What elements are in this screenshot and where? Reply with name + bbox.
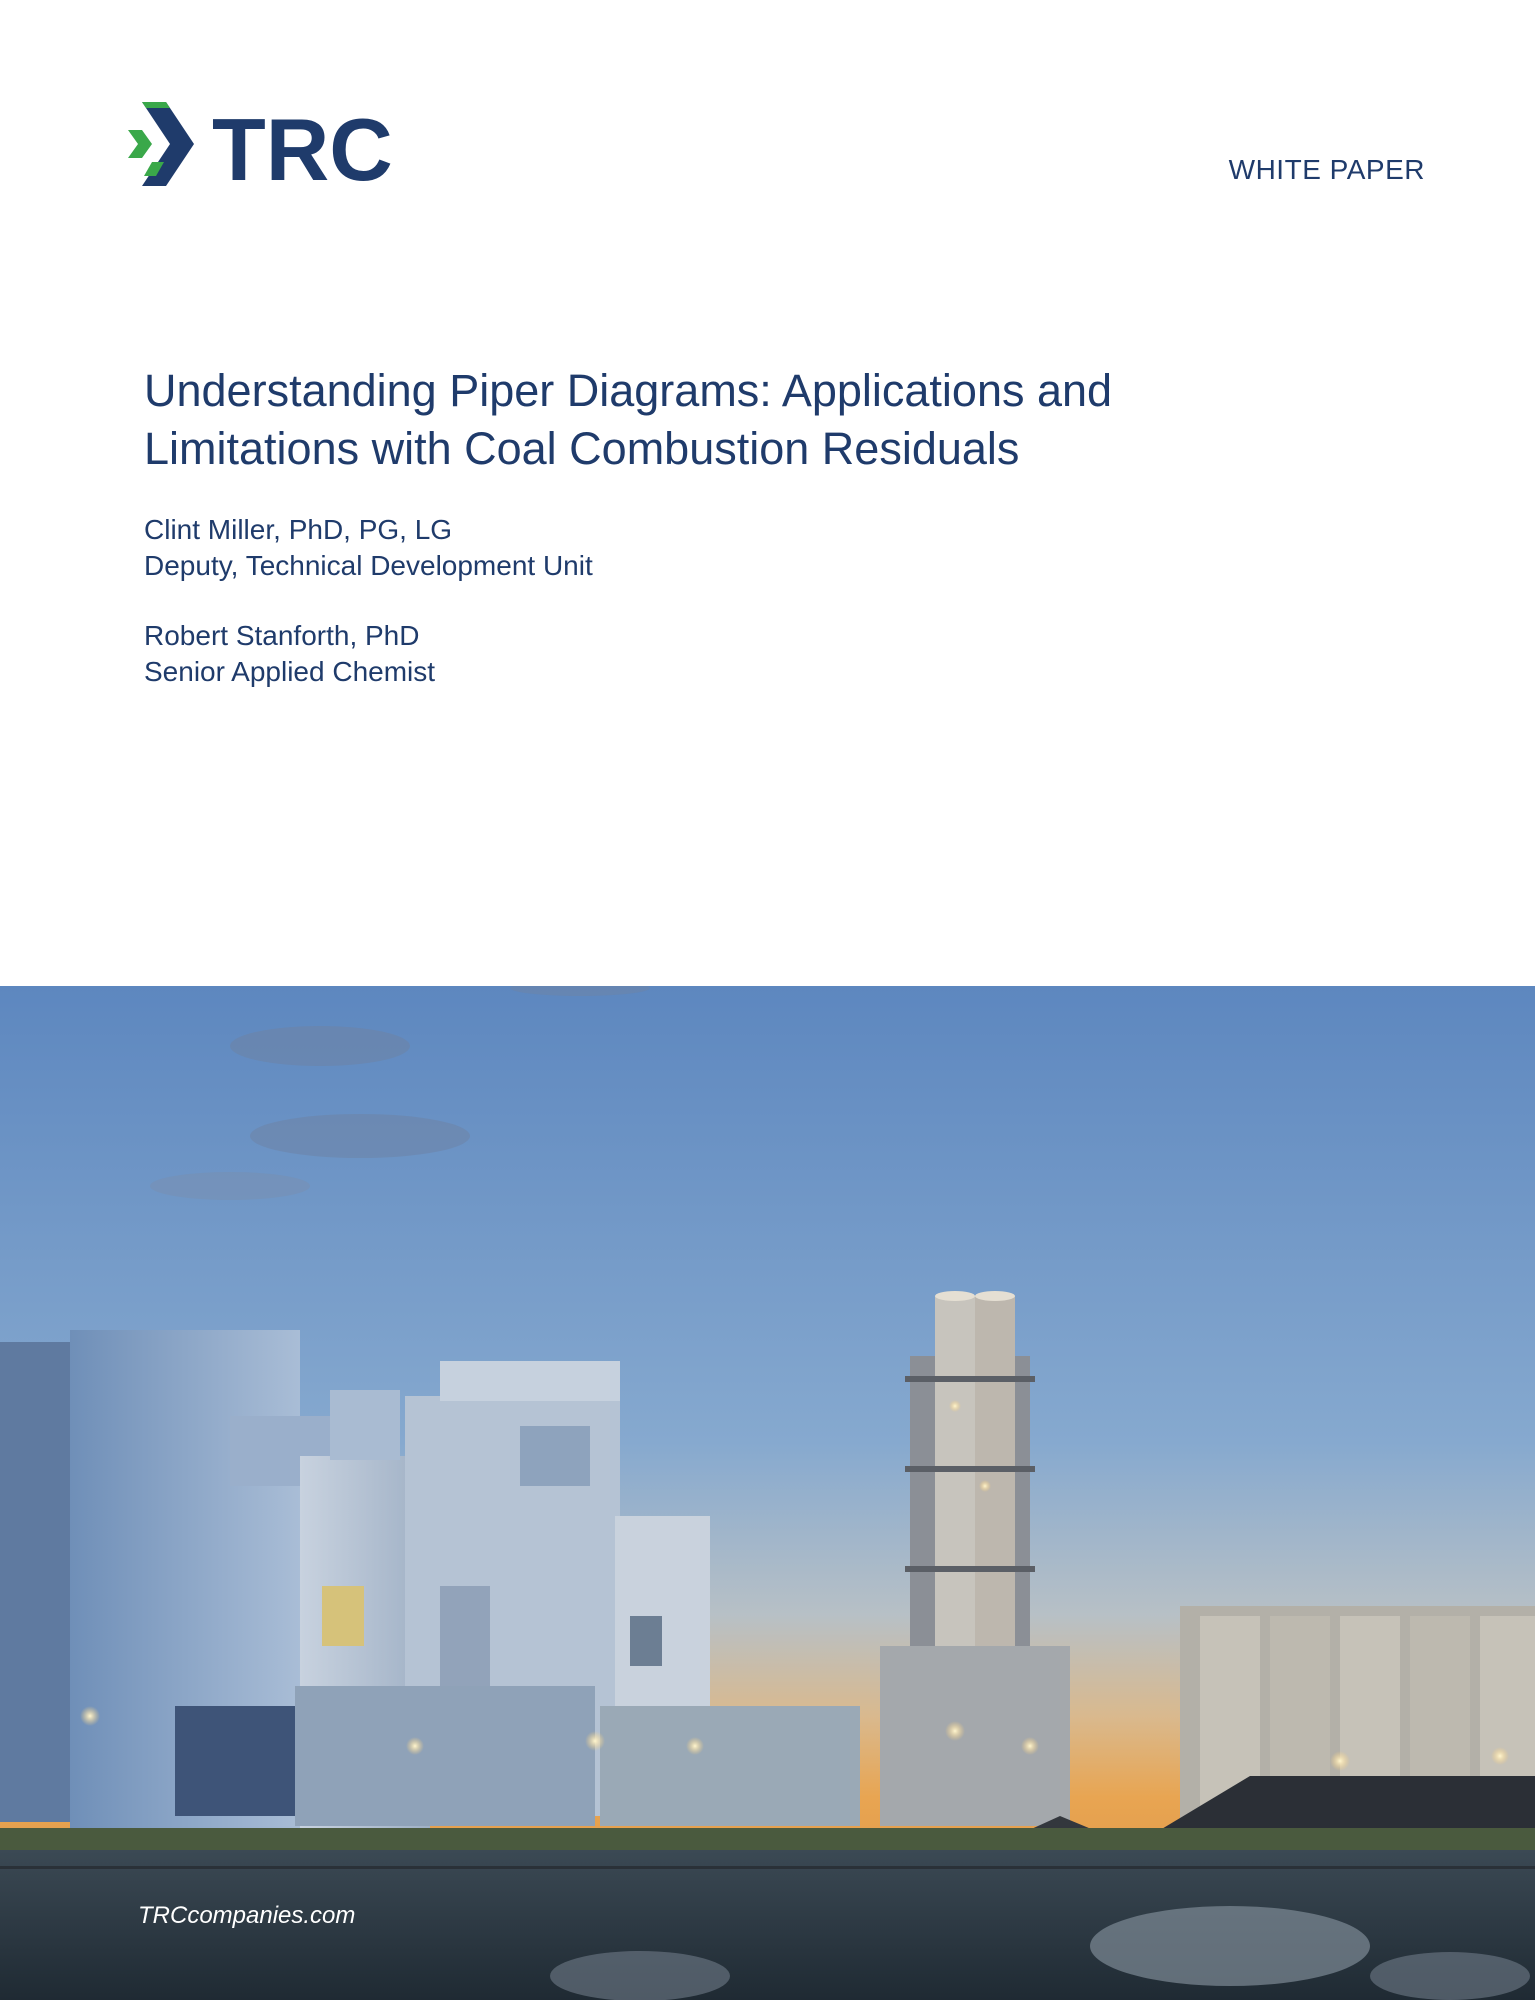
title-line-1: Understanding Piper Diagrams: Applications and: [144, 365, 1113, 416]
document-title: [144, 362, 1344, 478]
trc-logo: [124, 100, 424, 190]
author-name: Clint Miller, PhD, PG, LG: [144, 514, 453, 545]
author-block: [144, 512, 593, 584]
company-website[interactable]: TRCcompanies.com: [138, 1902, 356, 1929]
logo-wordmark: TRC: [212, 100, 393, 190]
author-name: Robert Stanforth, PhD: [144, 620, 420, 651]
title-line-2: Limitations with Coal Combustion Residuals: [144, 423, 1020, 474]
power-plant-illustration: [0, 986, 1535, 2000]
author-role: Senior Applied Chemist: [144, 656, 436, 687]
author-block: [144, 618, 435, 690]
hero-image: [0, 986, 1535, 2000]
document-type-label: WHITE PAPER: [1228, 154, 1425, 185]
author-role: Deputy, Technical Development Unit: [144, 550, 593, 581]
